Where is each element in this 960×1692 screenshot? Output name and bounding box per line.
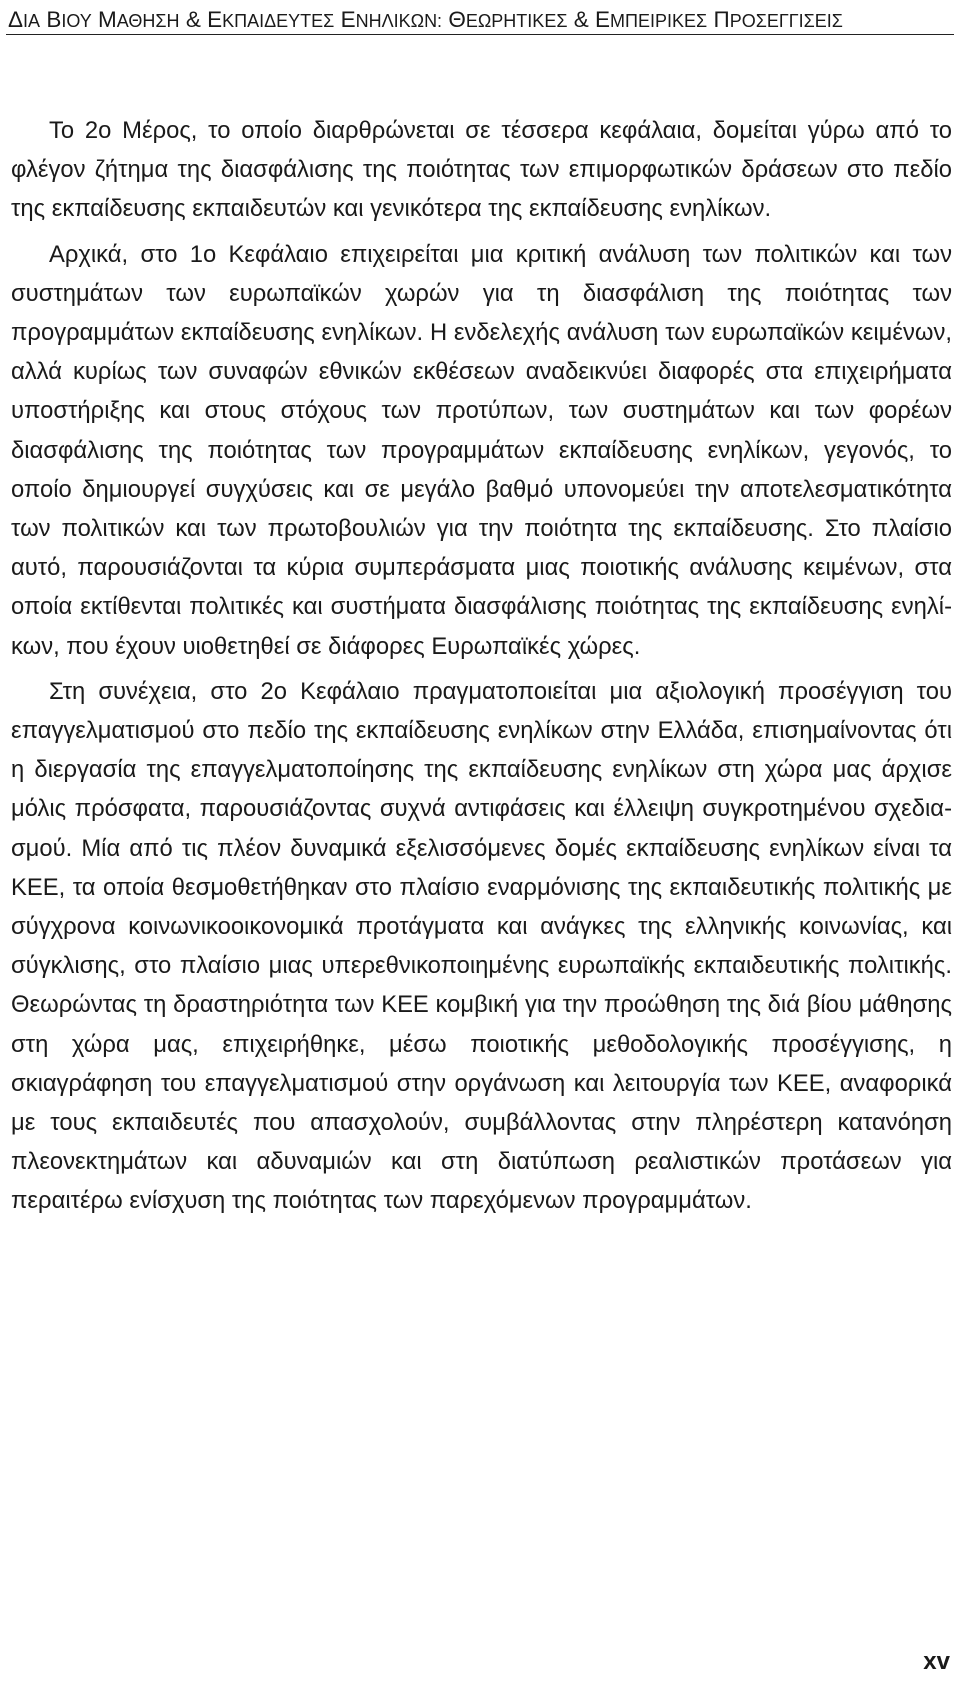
running-header-title: ΔΙΑ ΒΙΟΥ ΜΑΘΗΣΗ & ΕΚΠΑΙΔΕΥΤΕΣ ΕΝΗΛΙΚΩΝ: ΘΕΩΡΗΤΙΚΕΣ & ΕΜΠΕΙΡΙΚΕΣ ΠΡΟΣΕΓΓΙΣΕΙΣ <box>8 7 843 32</box>
paragraph-chapter-1: Αρχικά, στο 1ο Κεφάλαιο επιχειρείται μια κριτική ανάλυση των πολιτικών και των συστημάτων των ευρωπαϊκών χωρών για τη διασφάλιση της ποιότητας των προγραμμάτων εκπαίδευσης ενηλίκων. Η ενδελεχής ανάλυση των ευρωπαϊκών κειμένων, αλλά κυρίως των συναφών εθνικών εκθέσεων αναδεικνύει διαφορές στα επιχειρήματα υποστήριξης και στους στόχους των προτύπων, των συστημάτων και των φορέων διασφάλισης της ποιότητας των προγραμμάτων εκπαίδευσης ενηλίκων, γεγονός, το οποίο δημιουργεί συγχύσεις και σε μεγάλο βαθμό υπονομεύει την αποτελεσματικότητα των πολιτικών και των πρωτοβουλιών για την ποιότητα της εκπαίδευσης. Στο πλαίσιο αυτό, παρουσιάζονται τα κύρια συμπεράσματα μιας ποιοτικής ανάλυσης κειμένων, στα οποία εκτίθενται πολιτικές και συστήματα διασφάλισης ποιότητας της εκπαίδευσης ενηλίκων, που έχουν υιοθετηθεί σε διάφορες Ευρωπαϊκές χώρες. <box>11 240 952 660</box>
header-divider <box>6 34 954 35</box>
paragraph-intro: Το 2ο Μέρος, το οποίο διαρθρώνεται σε τέσσερα κεφάλαια, δομείται γύρω από το φλέγον ζήτημα της διασφάλισης της ποιότητας των επιμορφωτικών δράσεων στο πεδίο της εκπαίδευσης εκπαιδευτών και γενικότερα της εκπαίδευσης ενηλίκων. <box>11 117 952 223</box>
paragraph-chapter-2: Στη συνέχεια, στο 2ο Κεφάλαιο πραγματοποιείται μια αξιολογική προσέγγιση του επαγγελματισμού στο πεδίο της εκπαίδευσης ενηλίκων στην Ελλάδα, επισημαίνοντας ότι η διεργασία της επαγγελματοποίησης της εκπαίδευσης ενηλίκων στη χώρα μας άρχισε μόλις πρόσφατα, παρουσιάζοντας συχνά αντιφάσεις και έλλειψη συγκροτημένου σχεδιασμού. Μία από τις πλέον δυναμικά εξελισσόμενες δομές εκπαίδευσης ενηλίκων είναι τα ΚΕΕ, τα οποία θεσμοθετήθηκαν στο πλαίσιο εναρμόνισης της εκπαιδευτικής πολιτικής με σύγχρονα κοινωνικοοικονομικά προτάγματα και ανάγκες της ελληνικής κοινωνίας, και σύγκλισης, στο πλαίσιο μιας υπερεθνικοποιημένης ευρωπαϊκής εκπαιδευτικής πολιτικής. Θεωρώντας τη δραστηριότητα των ΚΕΕ κομβική για την προώθηση της διά βίου μάθησης στη χώρα μας, επιχειρήθηκε, μέσω ποιοτικής μεθοδολογικής προσέγγισης, η σκιαγράφηση του επαγγελματισμού στην οργάνωση και λειτουργία των ΚΕΕ, αναφορικά με τους εκπαιδευτές που απασχολούν, συμβάλλοντας στην πληρέστερη κατανόηση πλεονεκτημάτων και αδυναμιών και στη διατύπωση ρεαλιστικών προτάσεων για περαιτέρω ενίσχυση της ποιότητας των παρεχόμενων προγραμμάτων. <box>11 677 952 1215</box>
page-number: xv <box>923 1648 950 1675</box>
body-text <box>11 111 952 1221</box>
